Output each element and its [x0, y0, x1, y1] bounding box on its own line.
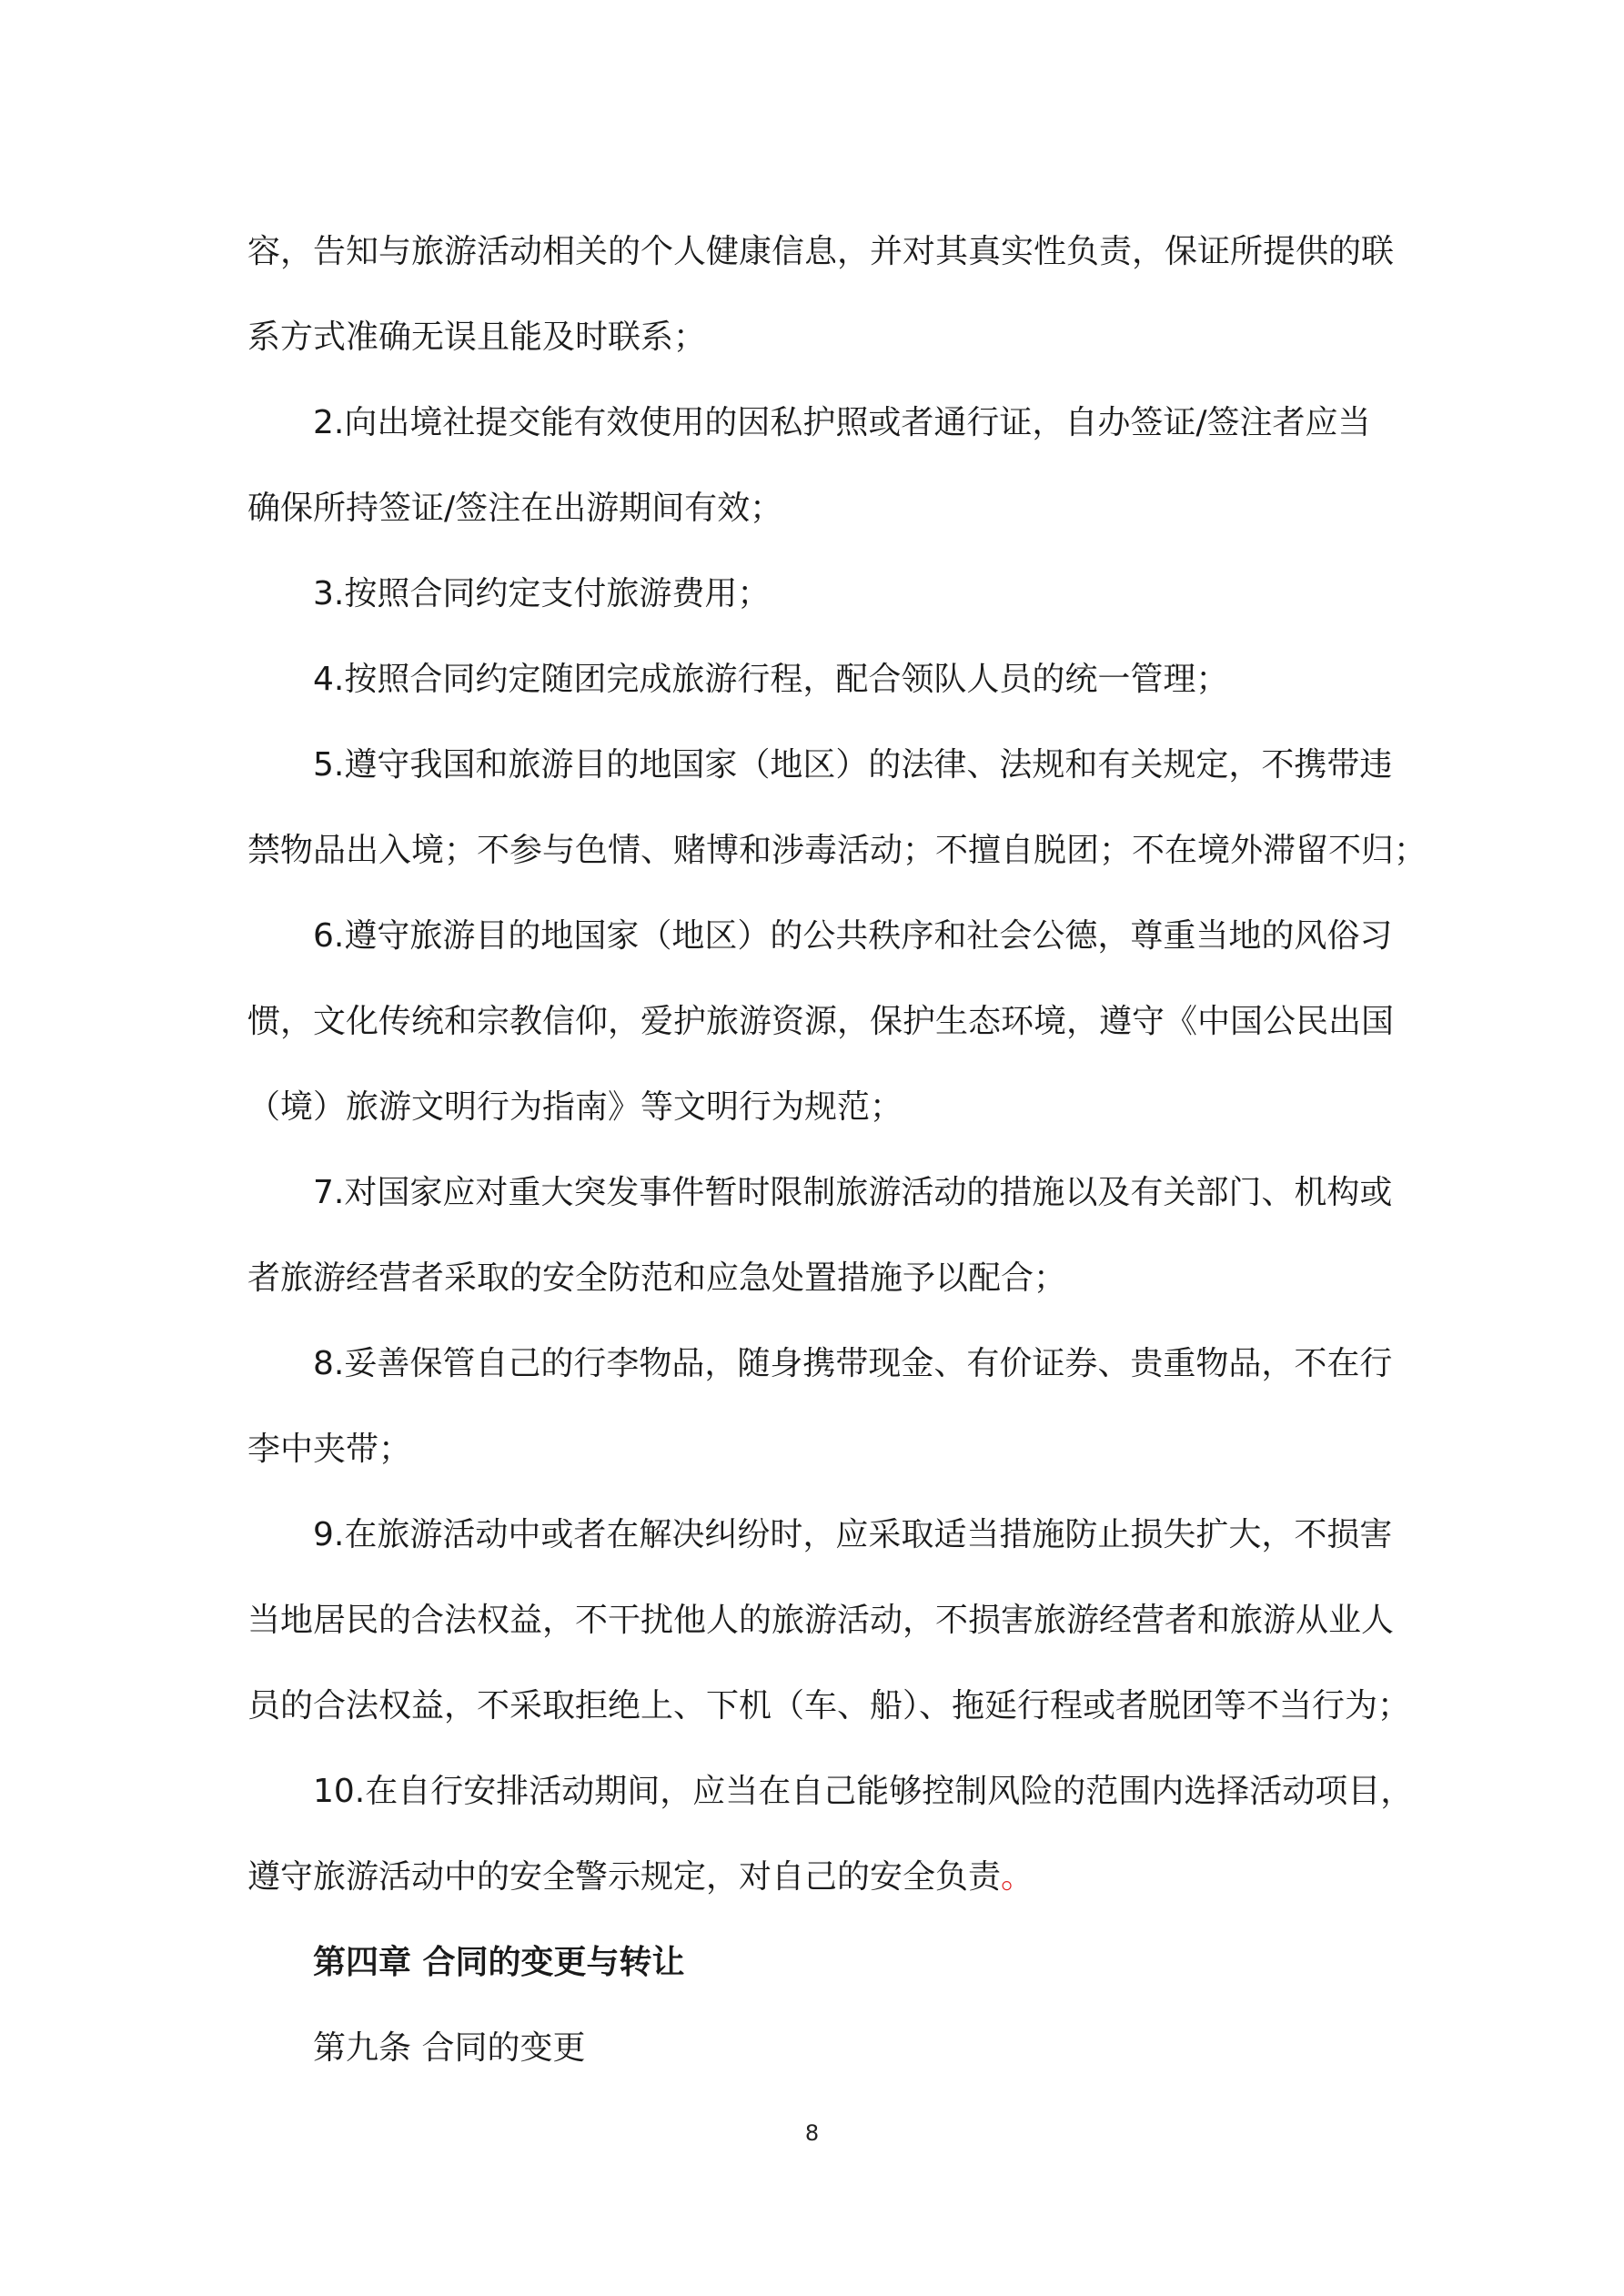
clause-item-2: 2.向出境社提交能有效使用的因私护照或者通行证，自办签证/签注者应当: [313, 404, 1371, 441]
body-line: 容，告知与旅游活动相关的个人健康信息，并对其真实性负责，保证所提供的联: [247, 233, 1395, 270]
clause-item-8: 8.妥善保管自己的行李物品，随身携带现金、有价证券、贵重物品，不在行: [313, 1345, 1393, 1382]
clause-item-9: 9.在旅游活动中或者在解决纠纷时，应采取适当措施防止损失扩大，不损害: [313, 1516, 1393, 1553]
clause-item-3: 3.按照合同约定支付旅游费用；: [313, 575, 771, 612]
body-line: [247, 1835, 1394, 1920]
body-line: 当地居民的合法权益，不干扰他人的旅游活动，不损害旅游经营者和旅游从业人: [247, 1602, 1395, 1639]
chapter-heading: 第四章 合同的变更与转让: [313, 1944, 685, 1981]
body-line: 惯，文化传统和宗教信仰，爱护旅游资源，保护生态环境，遵守《中国公民出国: [247, 1003, 1395, 1040]
document-body: [247, 209, 1427, 2091]
body-line: 确保所持签证/签注在出游期间有效；: [247, 490, 783, 527]
clause-item-10: 10.在自行安排活动期间，应当在自己能够控制风险的范围内选择活动项目，: [313, 1773, 1414, 1810]
clause-item-7: 7.对国家应对重大突发事件暂时限制旅游活动的措施以及有关部门、机构或: [313, 1174, 1393, 1211]
body-line: 李中夹带；: [247, 1431, 412, 1468]
body-line: 者旅游经营者采取的安全防范和应急处置措施予以配合；: [247, 1259, 1067, 1297]
article-heading: 第九条 合同的变更: [313, 2029, 586, 2067]
body-line: 禁物品出入境；不参与色情、赌博和涉毒活动；不擅自脱团；不在境外滞留不归；: [247, 832, 1427, 869]
body-line: 员的合法权益，不采取拒绝上、下机（车、船）、拖延行程或者脱团等不当行为；: [247, 1687, 1411, 1725]
page-number: 8: [804, 2120, 820, 2146]
clause-item-6: 6.遵守旅游目的地国家（地区）的公共秩序和社会公德，尊重当地的风俗习: [313, 917, 1393, 955]
body-line: 系方式准确无误且能及时联系；: [247, 319, 707, 356]
body-line-text: 遵守旅游活动中的安全警示规定，对自己的安全负责: [247, 1858, 1002, 1896]
clause-item-4: 4.按照合同约定随团完成旅游行程，配合领队人员的统一管理；: [313, 661, 1229, 698]
clause-item-5: 5.遵守我国和旅游目的地国家（地区）的法律、法规和有关规定，不携带违: [313, 746, 1393, 784]
red-period: 。: [1001, 1858, 1034, 1896]
body-line: （境）旅游文明行为指南》等文明行为规范；: [247, 1088, 903, 1126]
